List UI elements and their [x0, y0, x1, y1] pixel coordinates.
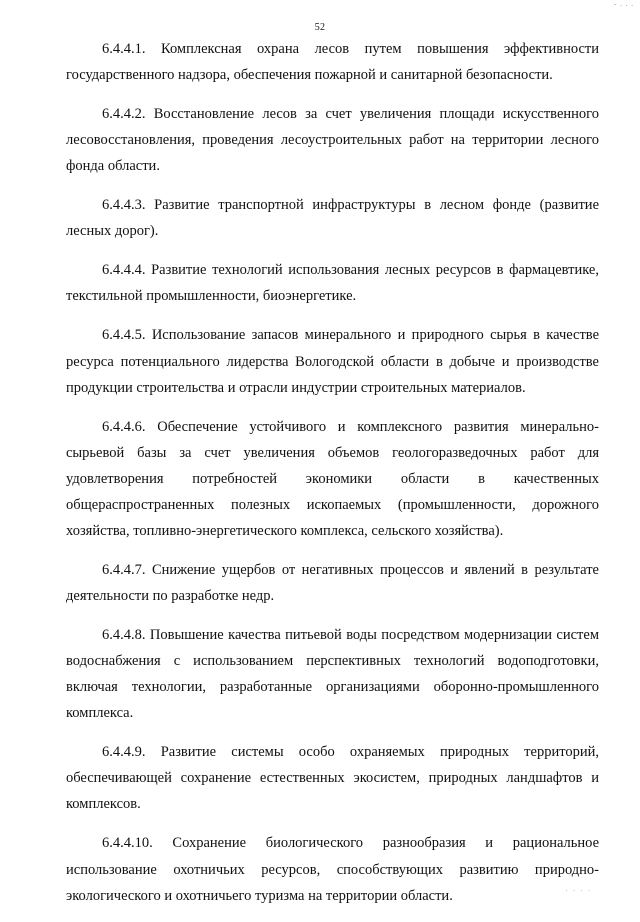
paragraph-6-4-4-1: 6.4.4.1. Комплексная охрана лесов путем повышения эффективности государственного надзора, обеспечения пожарной и санитарной безопасности.	[66, 41, 599, 84]
document-body	[66, 36, 599, 922]
paragraph-6-4-4-5: 6.4.4.5. Использование запасов минерального и природного сырья в качестве ресурса потенциального лидерства Вологодской области в добыче и производстве продукции строительства и отрасли индустрии строительных материалов.	[66, 327, 599, 396]
paragraph-6-4-4-3: 6.4.4.3. Развитие транспортной инфраструктуры в лесном фонде (развитие лесных дорог).	[66, 197, 599, 240]
paragraph-6-4-4-7: 6.4.4.7. Снижение ущербов от негативных процессов и явлений в результате деятельности по разработке недр.	[66, 561, 599, 605]
paragraph-6-4-4-2: 6.4.4.2. Восстановление лесов за счет увеличения площади искусственного лесовосстановления, проведения лесоустроительных работ на территории лесного фонда области.	[66, 106, 599, 175]
page-number: 52	[314, 22, 326, 33]
footer-mark: . . . .	[565, 885, 592, 893]
paragraph-6-4-4-6: 6.4.4.6. Обеспечение устойчивого и комплексного развития минерально-сырьевой базы за счет увеличения объемов геологоразведочных работ для удовлетворения потребностей экономики области в качественных общераспространенных полезных ископаемых (промышленности, дорожного хозяйства, топливно-энергетического комплекса, сельского хозяйства).	[66, 418, 599, 539]
corner-mark: - . . .	[614, 0, 634, 8]
paragraph-6-4-4-10: 6.4.4.10. Сохранение биологического разнообразия и рациональное использование охотничьих ресурсов, способствующих развитию природно-экологического и охотничьего туризма на территории области.	[66, 835, 599, 904]
paragraph-6-4-4-9: 6.4.4.9. Развитие системы особо охраняемых природных территорий, обеспечивающей сохранение естественных экосистем, природных ландшафтов и комплексов.	[66, 744, 599, 813]
paragraph-6-4-4-4: 6.4.4.4. Развитие технологий использования лесных ресурсов в фармацевтике, текстильной промышленности, биоэнергетике.	[66, 262, 599, 305]
paragraph-6-4-4-8: 6.4.4.8. Повышение качества питьевой воды посредством модернизации систем водоснабжения с использованием перспективных технологий водоподготовки, включая технологии, разработанные организациями оборонно-промышленного комплекса.	[66, 627, 599, 722]
